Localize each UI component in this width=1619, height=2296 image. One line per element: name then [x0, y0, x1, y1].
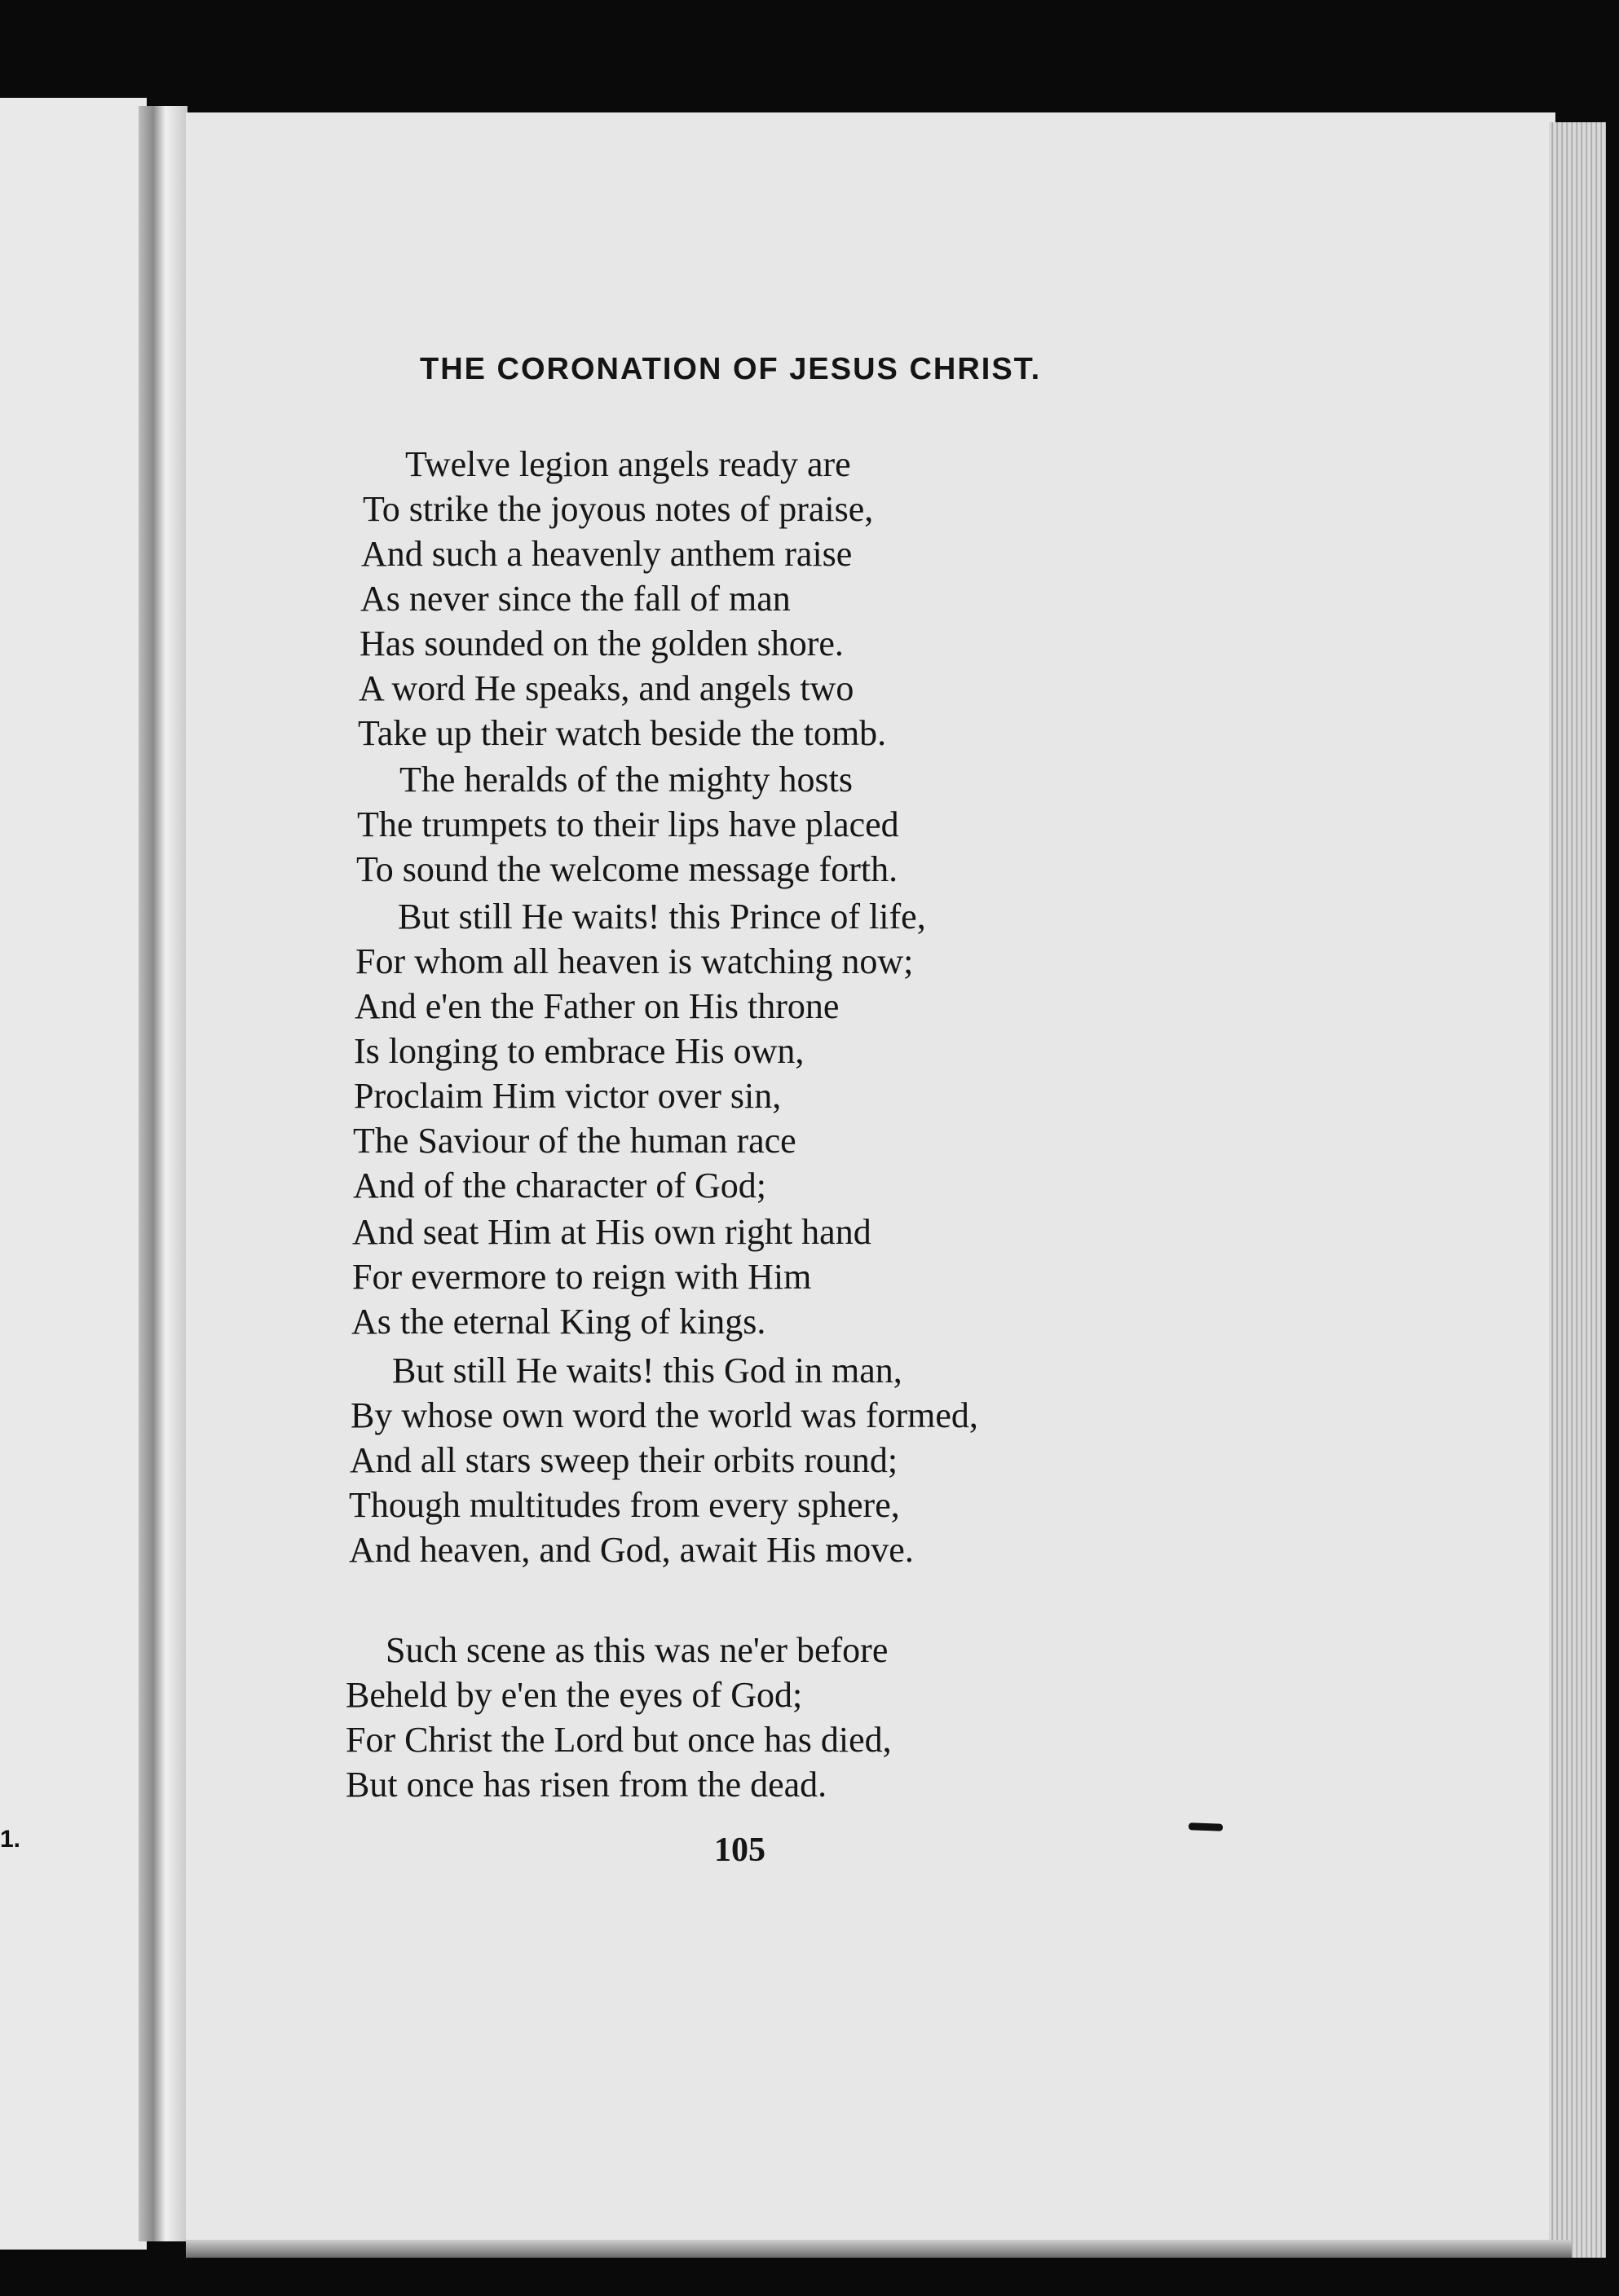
poem-line: For Christ the Lord but once has died,: [346, 1720, 892, 1760]
poem-line: For evermore to reign with Him: [352, 1257, 812, 1297]
poem-line: Such scene as this was ne'er before: [386, 1630, 889, 1670]
page-title: THE CORONATION OF JESUS CHRIST.: [420, 352, 1042, 386]
poem-line: And e'en the Father on His throne: [355, 986, 840, 1026]
poem-line: As never since the fall of man: [360, 579, 791, 619]
poem-line: For whom all heaven is watching now;: [355, 941, 914, 981]
ink-smudge: [1189, 1822, 1223, 1831]
poem-line: But still He waits! this God in man,: [392, 1351, 902, 1390]
poem-line: And seat Him at His own right hand: [352, 1212, 871, 1252]
left-page-text-fragment: 1.: [0, 1826, 21, 1853]
poem-line: Has sounded on the golden shore.: [360, 624, 844, 663]
poem-line: A word He speaks, and angels two: [359, 668, 854, 708]
poem-line: Proclaim Him victor over sin,: [354, 1076, 782, 1116]
poem-line: Twelve legion angels ready are: [405, 444, 851, 484]
poem-line: By whose own word the world was formed,: [351, 1395, 978, 1435]
poem-line: And such a heavenly anthem raise: [361, 534, 853, 574]
poem-line: To strike the joyous notes of praise,: [363, 489, 874, 529]
poem-line: But once has risen from the dead.: [346, 1765, 827, 1805]
poem-line: Though multitudes from every sphere,: [349, 1485, 900, 1525]
poem-line: As the eternal King of kings.: [351, 1302, 766, 1342]
poem-line: But still He waits! this Prince of life,: [398, 897, 926, 936]
poem-line: And all stars sweep their orbits round;: [350, 1440, 898, 1480]
poem-line: The trumpets to their lips have placed: [357, 804, 899, 844]
poem-line: Take up their watch beside the tomb.: [358, 713, 887, 753]
poem-line: And of the character of God;: [353, 1166, 767, 1205]
poem-line: And heaven, and God, await His move.: [349, 1530, 914, 1570]
poem-line: Beheld by e'en the eyes of God;: [346, 1675, 803, 1715]
poem-line: To sound the welcome message forth.: [356, 849, 898, 889]
poem-line: The Saviour of the human race: [353, 1121, 796, 1161]
poem-line: The heralds of the mighty hosts: [399, 760, 854, 800]
page-number: 105: [714, 1831, 765, 1869]
poem-line: Is longing to embrace His own,: [354, 1031, 805, 1071]
